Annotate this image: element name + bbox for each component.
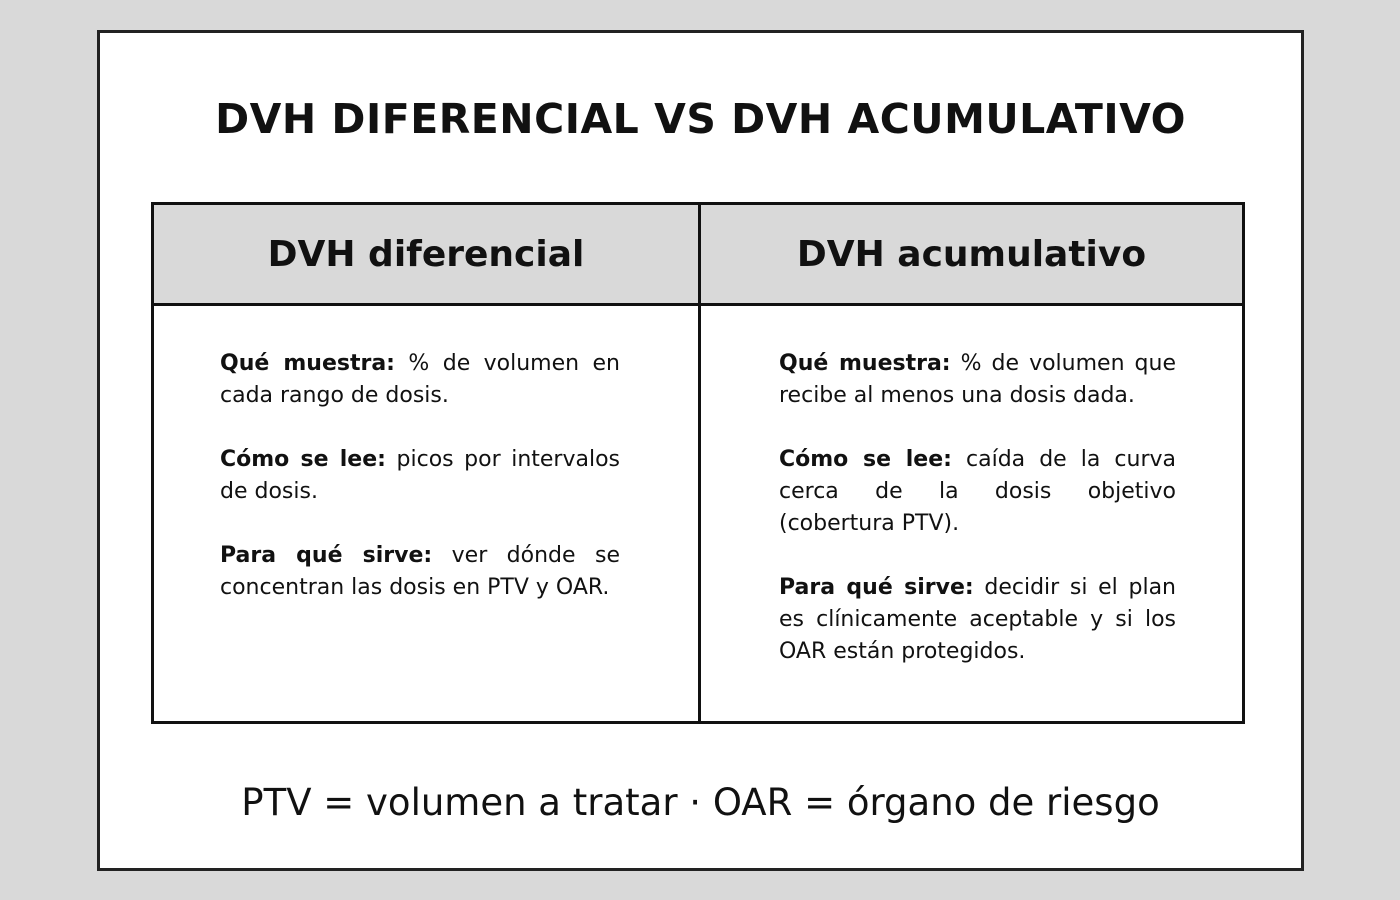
column-body (154, 306, 698, 721)
item-text: % de volumen en cada rango de dosis. (220, 351, 620, 408)
item-text: decidir si el plan es clínicamente aceptable y si los OAR están protegidos. (779, 575, 1176, 664)
list-item (220, 540, 620, 604)
item-label: Para qué sirve: (779, 575, 974, 600)
list-item (779, 444, 1176, 540)
list-item (220, 444, 620, 508)
list-item (220, 348, 620, 412)
column-differential (154, 205, 701, 721)
item-text: % de volumen que recibe al menos una dosis dada. (779, 351, 1176, 408)
item-label: Para qué sirve: (220, 543, 433, 568)
footer-legend: PTV = volumen a tratar · OAR = órgano de riesgo (241, 781, 1160, 824)
column-cumulative (701, 205, 1242, 721)
column-header: DVH acumulativo (701, 205, 1242, 306)
column-body (701, 306, 1242, 721)
item-label: Qué muestra: (220, 351, 395, 376)
column-header: DVH diferencial (154, 205, 698, 306)
list-item (779, 348, 1176, 412)
item-label: Qué muestra: (779, 351, 951, 376)
comparison-table (151, 202, 1245, 724)
item-text: ver dónde se concentran las dosis en PTV y OAR. (220, 543, 620, 600)
item-label: Cómo se lee: (220, 447, 386, 472)
comparison-card (97, 30, 1304, 871)
page-title: DVH DIFERENCIAL VS DVH ACUMULATIVO (215, 95, 1186, 143)
item-text: picos por intervalos de dosis. (220, 447, 621, 504)
item-text: caída de la curva cerca de la dosis objetivo (cobertura PTV). (779, 447, 1177, 536)
item-label: Cómo se lee: (779, 447, 952, 472)
list-item (779, 572, 1176, 668)
